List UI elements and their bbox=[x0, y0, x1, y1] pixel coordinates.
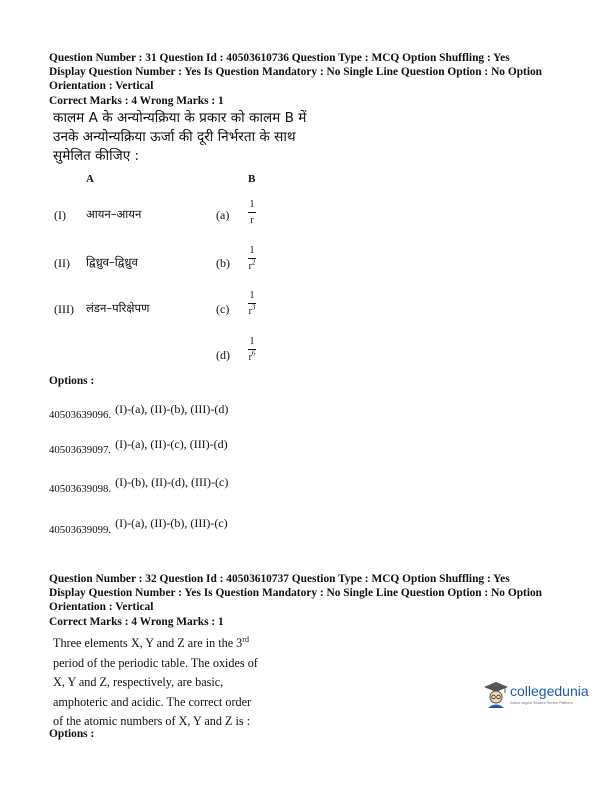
q32-header-line: Question Number : 32 Question Id : 40503610737 Question Type : MCQ Option Shuffling : Yes bbox=[49, 573, 510, 585]
column-b-heading: B bbox=[248, 173, 256, 185]
q31-header-line: Orientation : Vertical bbox=[49, 80, 154, 93]
option-row[interactable] bbox=[49, 400, 229, 421]
q32-header-line: Display Question Number : Yes Is Question Mandatory : No Single Line Question Option : No Option bbox=[49, 587, 543, 600]
option-text: (I)-(a), (II)-(b), (III)-(d) bbox=[115, 402, 229, 416]
fraction-numerator: 1 bbox=[249, 336, 255, 347]
row-number: (III) bbox=[54, 302, 74, 316]
logo-tagline: India's largest Student Review Platform bbox=[510, 701, 573, 705]
q32-marks: Correct Marks : 4 Wrong Marks : 1 bbox=[49, 615, 224, 628]
ordinal-suffix: rd bbox=[242, 635, 249, 644]
q31-header-line: Question Number : 31 Question Id : 40503610736 Question Type : MCQ Option Shuffling : Yes bbox=[49, 52, 510, 64]
fraction-exponent: 2 bbox=[251, 258, 256, 267]
row-number: (I) bbox=[54, 208, 66, 222]
fraction-denominator: r bbox=[248, 306, 252, 317]
q31-question-line: कालम A के अन्योन्यक्रिया के प्रकार को कालम B में bbox=[53, 110, 307, 126]
q32-question bbox=[53, 630, 293, 732]
row-letter: (b) bbox=[216, 256, 230, 270]
fraction-numerator: 1 bbox=[249, 199, 255, 210]
q31-header bbox=[49, 51, 594, 108]
graduate-icon bbox=[483, 680, 509, 708]
q32-question-line: amphoteric and acidic. The correct order bbox=[53, 694, 252, 709]
q32-question-line: of the atomic numbers of X, Y and Z is : bbox=[53, 714, 251, 729]
interaction-type: द्विध्रुव–द्विध्रुव bbox=[86, 255, 138, 269]
option-row[interactable] bbox=[49, 514, 228, 536]
row-number: (II) bbox=[54, 256, 70, 270]
q31-header-line: Display Question Number : Yes Is Question Mandatory : No Single Line Question Option : No Option bbox=[49, 66, 543, 79]
interaction-type: आयन–आयन bbox=[86, 207, 142, 221]
option-row[interactable] bbox=[49, 473, 229, 495]
fraction-1-over-r2 bbox=[248, 245, 256, 272]
fraction-exponent: 3 bbox=[251, 303, 256, 312]
option-text: (I)-(b), (II)-(d), (III)-(c) bbox=[115, 475, 229, 489]
option-text: (I)-(a), (II)-(b), (III)-(c) bbox=[115, 516, 228, 530]
fraction-bar bbox=[248, 212, 256, 213]
q31-question-line: उनके अन्योन्यक्रिया ऊर्जा की दूरी निर्भरता के साथ bbox=[53, 129, 296, 145]
option-text: (I)-(a), (II)-(c), (III)-(d) bbox=[115, 437, 228, 451]
q31-options-label: Options : bbox=[49, 375, 95, 387]
q31-marks: Correct Marks : 4 Wrong Marks : 1 bbox=[49, 94, 224, 107]
fraction-1-over-r6 bbox=[248, 336, 256, 363]
option-id: 40503639096. bbox=[49, 409, 112, 421]
q32-header bbox=[49, 572, 594, 629]
q31-question-line: सुमेलित कीजिए : bbox=[53, 148, 140, 164]
option-id: 40503639098. bbox=[49, 483, 112, 495]
option-row[interactable] bbox=[49, 435, 228, 456]
fraction-denominator: r bbox=[248, 352, 252, 363]
q31-question bbox=[53, 109, 306, 166]
option-id: 40503639099. bbox=[49, 524, 112, 536]
q32-question-line: X, Y and Z, respectively, are basic, bbox=[53, 675, 224, 690]
column-a-heading: A bbox=[86, 173, 94, 185]
q32-header-line: Orientation : Vertical bbox=[49, 601, 154, 614]
option-id: 40503639097. bbox=[49, 444, 112, 456]
interaction-type: लंडन–परिक्षेपण bbox=[86, 301, 150, 315]
q32-question-line bbox=[53, 630, 293, 654]
fraction-numerator: 1 bbox=[249, 245, 255, 256]
logo-wordmark: collegedunia bbox=[510, 683, 589, 699]
q32-question-line: period of the periodic table. The oxides of bbox=[53, 655, 258, 670]
row-letter: (a) bbox=[216, 208, 230, 222]
fraction-1-over-r3 bbox=[248, 290, 256, 317]
fraction-numerator: 1 bbox=[249, 290, 255, 301]
collegedunia-logo bbox=[483, 680, 589, 710]
row-letter: (c) bbox=[216, 302, 230, 316]
q32-options-label: Options : bbox=[49, 728, 95, 740]
fraction-denominator: r bbox=[248, 261, 252, 272]
row-letter: (d) bbox=[216, 348, 230, 362]
q32-line-text: Three elements X, Y and Z are in the 3 bbox=[53, 636, 243, 651]
fraction-exponent: 6 bbox=[251, 349, 256, 358]
fraction-1-over-r bbox=[248, 199, 256, 226]
fraction-denominator: r bbox=[250, 215, 254, 226]
